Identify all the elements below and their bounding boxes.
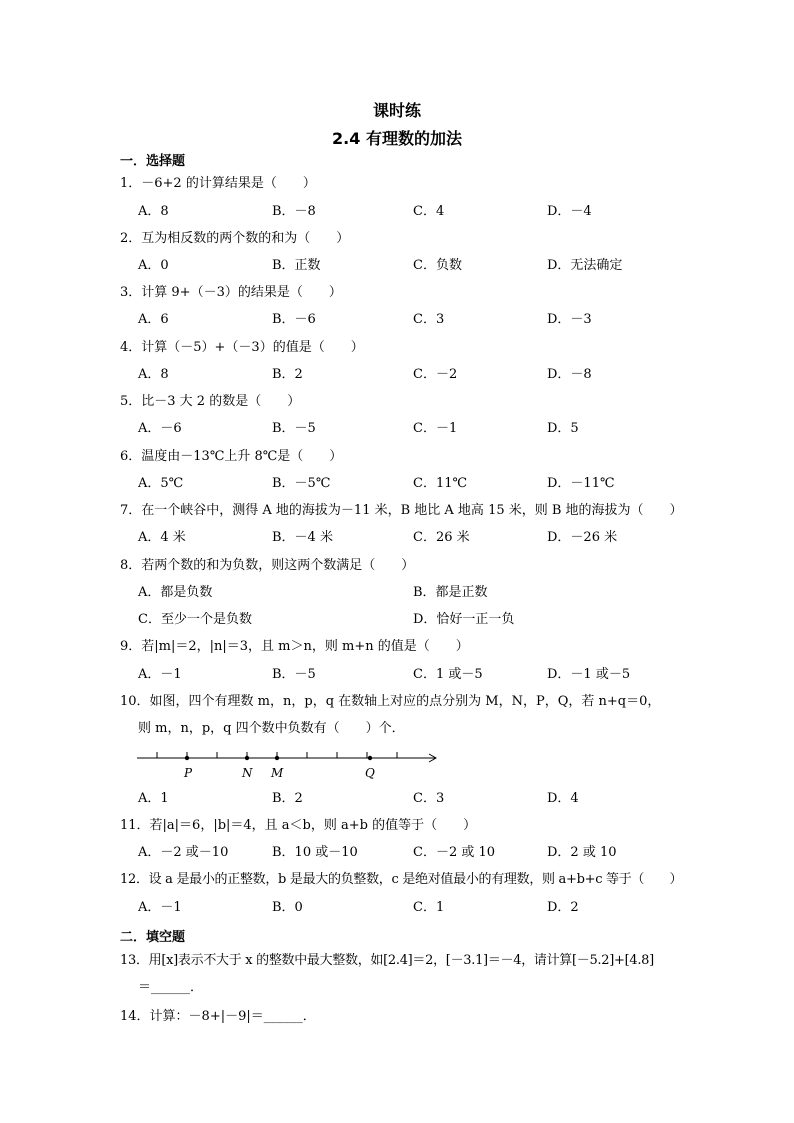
option-a: A．－6 (138, 421, 182, 436)
option-d: D．2 或 10 (547, 845, 617, 860)
option-c: C．26 米 (413, 530, 470, 545)
question-8: 8．若两个数的和为负数，则这两个数满足（ ） (120, 558, 415, 573)
option-d: D．－4 (547, 204, 592, 219)
question-11: 11．若|a|＝6，|b|＝4，且 a＜b，则 a+b 的值等于（ ） (120, 818, 477, 833)
option-c: C．负数 (413, 258, 462, 273)
point-n (245, 756, 249, 760)
option-b: B．都是正数 (413, 585, 488, 600)
option-b: B．－4 米 (272, 530, 333, 545)
option-b: B．2 (272, 367, 303, 382)
label-p: P (184, 766, 193, 780)
option-b: B．0 (272, 900, 303, 915)
question-9-options (138, 666, 678, 684)
option-b: B．－5 (272, 421, 316, 436)
option-c: C．3 (413, 312, 445, 327)
option-a: A．1 (138, 791, 169, 806)
number-line-figure (135, 748, 445, 782)
question-13: 13．用[x]表示不大于 x 的整数中最大整数，如[2.4]＝2，[－3.1]＝－4，请计算[－5.2]+[4.8] (120, 953, 654, 968)
option-a: A．8 (138, 204, 169, 219)
option-d: D．－11℃ (547, 476, 615, 491)
option-b: B．－8 (272, 204, 316, 219)
point-m (275, 756, 279, 760)
option-d: D．－3 (547, 312, 592, 327)
question-5: 5．比－3 大 2 的数是（ ） (120, 394, 301, 409)
question-1: 1．－6+2 的计算结果是（ ） (120, 176, 316, 191)
question-2-options (138, 257, 678, 275)
section-fill-heading: 二．填空题 (120, 930, 186, 945)
option-c: C．4 (413, 204, 445, 219)
option-b: B．正数 (272, 258, 321, 273)
option-d: D．无法确定 (547, 258, 623, 273)
option-d: D．5 (547, 421, 579, 436)
option-c: C．至少一个是负数 (138, 612, 252, 627)
option-a: A．0 (138, 258, 169, 273)
question-14: 14．计算：－8+|－9|＝______． (120, 1009, 316, 1024)
option-a: A．8 (138, 367, 169, 382)
option-c: C．－2 (413, 367, 458, 382)
option-c: C．1 (413, 900, 445, 915)
question-3-options (138, 311, 678, 329)
label-q: Q (365, 766, 375, 780)
option-c: C．3 (413, 791, 445, 806)
question-2: 2．互为相反数的两个数的和为（ ） (120, 231, 350, 246)
option-a: A．－2 或－10 (138, 845, 229, 860)
question-12-options (138, 899, 678, 917)
page-subtitle: 2.4 有理数的加法 (332, 129, 462, 148)
label-m: M (271, 766, 284, 780)
page-title: 课时练 (372, 101, 421, 120)
option-d: D．恰好一正一负 (413, 612, 515, 627)
question-12: 12．设 a 是最小的正整数，b 是最大的负整数，c 是绝对值最小的有理数，则 a+b+c 等于（ ） (120, 872, 683, 887)
question-10-options (138, 790, 678, 808)
option-b: B．－5℃ (272, 476, 331, 491)
option-c: C．－2 或 10 (413, 845, 496, 860)
question-7-options (138, 529, 678, 547)
option-b: B．10 或－10 (272, 845, 358, 860)
option-c: C．11℃ (413, 476, 468, 491)
label-n: N (242, 766, 253, 780)
question-4: 4．计算（－5）+（－3）的值是（ ） (120, 340, 364, 355)
question-11-options (138, 844, 678, 862)
question-1-options (138, 203, 678, 221)
option-a: A．－1 (138, 667, 182, 682)
option-b: B．2 (272, 791, 303, 806)
question-6: 6．温度由－13℃上升 8℃是（ ） (120, 449, 343, 464)
option-a: A．5℃ (138, 476, 184, 491)
option-a: A．都是负数 (138, 585, 213, 600)
question-8-options-row2 (138, 611, 678, 629)
option-a: A．6 (138, 312, 169, 327)
question-9: 9．若|m|＝2，|n|＝3，且 m＞n，则 m+n 的值是（ ） (120, 639, 469, 654)
point-p (185, 756, 189, 760)
option-b: B．－6 (272, 312, 316, 327)
section-choice-heading: 一．选择题 (120, 154, 186, 169)
question-13-line2: ＝______． (138, 980, 204, 995)
option-d: D．－26 米 (547, 530, 618, 545)
option-a: A．－1 (138, 900, 182, 915)
question-10-line2: 则 m，n，p，q 四个数中负数有（ ）个． (138, 721, 405, 736)
option-d: D．2 (547, 900, 579, 915)
option-d: D．－1 或－5 (547, 667, 631, 682)
question-4-options (138, 366, 678, 384)
option-b: B．－5 (272, 667, 316, 682)
option-a: A．4 米 (138, 530, 186, 545)
question-10: 10．如图，四个有理数 m，n，p，q 在数轴上对应的点分别为 M，N，P，Q，若 n+q＝0， (120, 694, 661, 709)
option-c: C．1 或－5 (413, 667, 483, 682)
question-8-options-row1 (138, 584, 678, 602)
point-q (368, 756, 372, 760)
option-d: D．4 (547, 791, 579, 806)
question-3: 3．计算 9+（－3）的结果是（ ） (120, 285, 342, 300)
option-c: C．－1 (413, 421, 458, 436)
question-5-options (138, 420, 678, 438)
question-6-options (138, 475, 678, 493)
question-7: 7．在一个峡谷中，测得 A 地的海拔为－11 米，B 地比 A 地高 15 米，则 B 地的海拔为（ ） (120, 503, 683, 518)
option-d: D．－8 (547, 367, 592, 382)
